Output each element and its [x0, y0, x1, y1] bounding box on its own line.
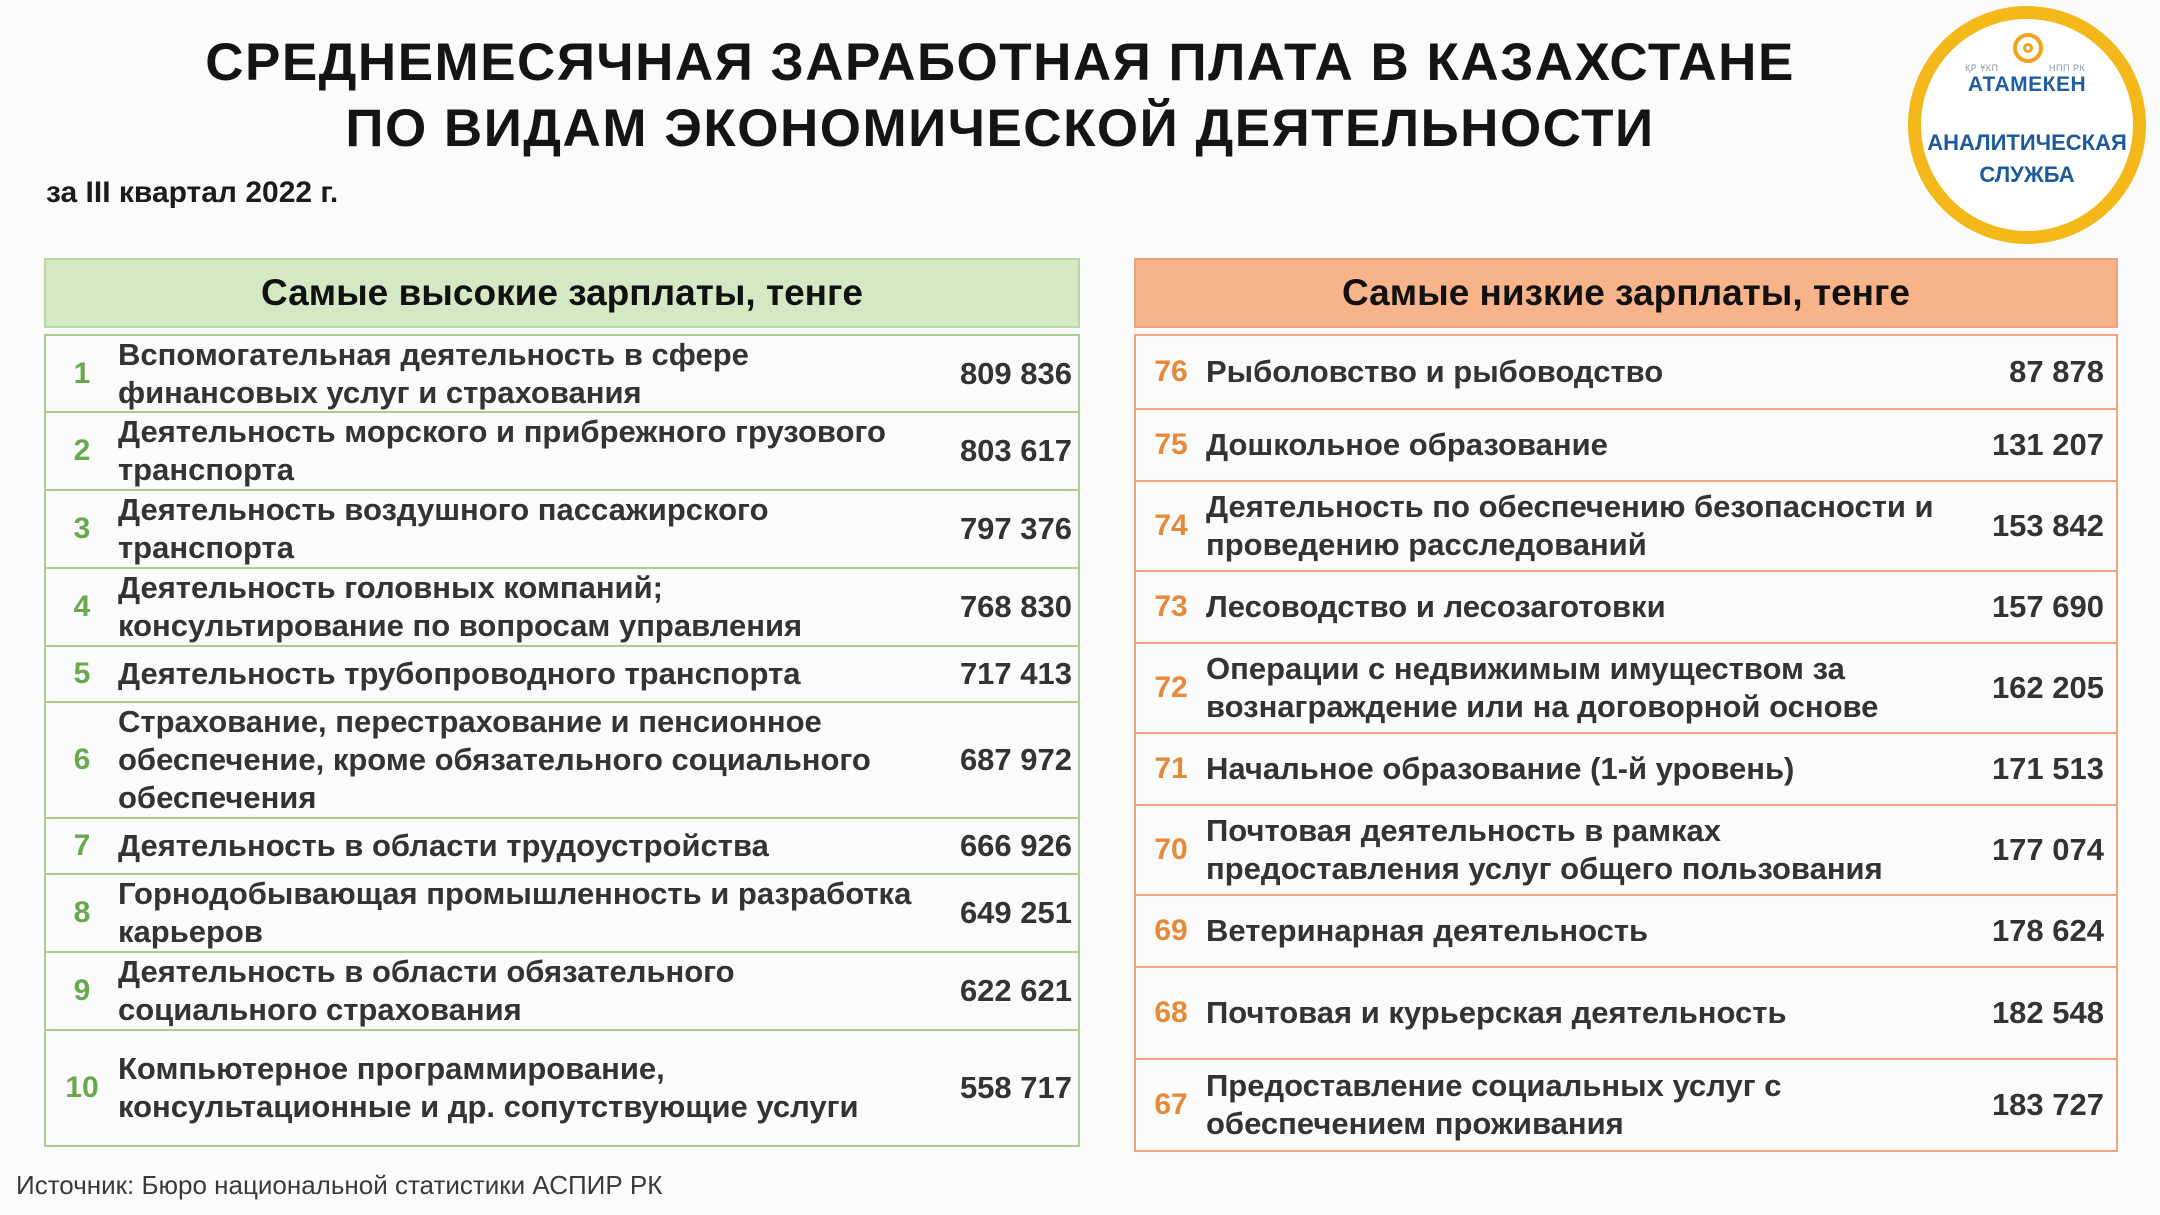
row-activity: Деятельность воздушного пассажирского транспорта — [118, 492, 769, 565]
row-salary: 131 207 — [1991, 427, 2104, 462]
highest-salaries-header: Самые высокие зарплаты, тенге — [44, 258, 1080, 328]
row-salary: 87 878 — [2009, 354, 2104, 389]
logo-name: АТАМЕКЕН — [1967, 73, 2087, 96]
row-activity: Вспомогательная деятельность в сфере финансовых услуг и страхования — [118, 336, 749, 410]
row-salary: 558 717 — [959, 1070, 1072, 1105]
atameken-logo — [1908, 6, 2146, 244]
row-rank: 10 — [65, 1071, 99, 1104]
table-row — [44, 491, 1080, 569]
row-rank: 72 — [1154, 671, 1188, 704]
table-row — [1134, 896, 2118, 968]
row-salary: 649 251 — [959, 895, 1072, 930]
table-row — [1134, 482, 2118, 572]
row-rank: 71 — [1154, 752, 1188, 785]
row-salary: 666 926 — [959, 828, 1072, 863]
table-row — [44, 819, 1080, 875]
row-salary: 687 972 — [959, 742, 1072, 777]
table-row — [44, 647, 1080, 703]
row-salary: 177 074 — [1991, 832, 2104, 867]
row-salary: 157 690 — [1991, 589, 2104, 624]
row-rank: 4 — [73, 590, 91, 623]
row-activity: Почтовая деятельность в рамках предоставления услуг общего пользования — [1206, 813, 1883, 886]
table-row — [44, 875, 1080, 953]
highest-salaries-table — [44, 258, 1080, 1147]
table-row — [44, 953, 1080, 1031]
table-row — [1134, 1060, 2118, 1152]
row-rank: 74 — [1154, 509, 1188, 542]
row-rank: 9 — [73, 974, 91, 1007]
row-salary: 622 621 — [959, 973, 1072, 1008]
row-rank: 69 — [1154, 914, 1188, 947]
table-row — [1134, 734, 2118, 806]
highest-salaries-body — [44, 334, 1080, 1147]
row-salary: 183 727 — [1991, 1087, 2104, 1122]
row-activity: Ветеринарная деятельность — [1206, 913, 1649, 948]
logo-small-right: НПП РК — [2049, 63, 2086, 73]
row-activity: Деятельность по обеспечению безопасности и проведению расследований — [1206, 489, 1934, 562]
row-activity: Дошкольное образование — [1206, 427, 1608, 462]
row-salary: 153 842 — [1991, 508, 2104, 543]
row-salary: 171 513 — [1991, 751, 2104, 786]
row-rank: 73 — [1154, 590, 1188, 623]
row-activity: Операции с недвижимым имуществом за вознаграждение или на договорной основе — [1206, 651, 1879, 724]
row-activity: Деятельность в области трудоустройства — [118, 828, 769, 863]
table-row — [44, 703, 1080, 819]
table-row — [1134, 336, 2118, 410]
row-activity: Предоставление социальных услуг с обеспечением проживания — [1206, 1068, 1782, 1141]
period-label: за III квартал 2022 г. — [46, 176, 339, 209]
lowest-salaries-table — [1134, 258, 2118, 1152]
table-row — [1134, 806, 2118, 896]
row-rank: 68 — [1154, 996, 1188, 1029]
row-salary: 162 205 — [1991, 670, 2104, 705]
logo-service-label: АНАЛИТИЧЕСКАЯ СЛУЖБА — [1927, 130, 2127, 187]
table-row — [1134, 644, 2118, 734]
row-activity: Деятельность головных компаний; консультирование по вопросам управления — [118, 570, 803, 643]
row-rank: 8 — [73, 896, 91, 929]
row-activity: Горнодобывающая промышленность и разработка карьеров — [118, 876, 912, 949]
table-row — [44, 1031, 1080, 1147]
row-activity: Лесоводство и лесозаготовки — [1206, 589, 1666, 624]
logo-small-left: ҚР ҰКП — [1965, 63, 1999, 73]
row-salary: 178 624 — [1991, 913, 2104, 948]
row-rank: 67 — [1154, 1088, 1188, 1121]
row-rank: 6 — [73, 743, 91, 776]
table-row — [1134, 572, 2118, 644]
row-salary: 768 830 — [959, 589, 1072, 624]
row-salary: 803 617 — [959, 433, 1072, 468]
row-activity: Начальное образование (1-й уровень) — [1206, 751, 1795, 786]
row-salary: 797 376 — [959, 511, 1072, 546]
table-row — [44, 336, 1080, 413]
row-salary: 809 836 — [959, 355, 1072, 391]
row-activity: Почтовая и курьерская деятельность — [1206, 995, 1787, 1030]
atameken-emblem-icon — [2013, 33, 2043, 63]
row-activity: Рыболовство и рыбоводство — [1206, 354, 1664, 389]
row-rank: 76 — [1154, 355, 1188, 388]
row-salary: 717 413 — [959, 656, 1072, 691]
row-salary: 182 548 — [1991, 995, 2104, 1030]
row-activity: Деятельность в области обязательного социального страхования — [118, 954, 735, 1027]
row-rank: 70 — [1154, 833, 1188, 866]
lowest-salaries-body — [1134, 334, 2118, 1152]
row-activity: Деятельность трубопроводного транспорта — [118, 656, 801, 691]
source-note: Источник: Бюро национальной статистики АСПИР РК — [16, 1170, 663, 1200]
row-rank: 2 — [73, 434, 91, 467]
table-row — [1134, 410, 2118, 482]
table-row — [44, 569, 1080, 647]
row-rank: 75 — [1154, 428, 1188, 461]
row-rank: 5 — [73, 657, 91, 690]
row-rank: 7 — [73, 829, 91, 862]
row-rank: 3 — [73, 512, 91, 545]
row-activity: Страхование, перестрахование и пенсионное обеспечение, кроме обязательного социального обеспечения — [118, 704, 871, 815]
page-title: СРЕДНЕМЕСЯЧНАЯ ЗАРАБОТНАЯ ПЛАТА В КАЗАХСТАНЕ ПО ВИДАМ ЭКОНОМИЧЕСКОЙ ДЕЯТЕЛЬНОСТИ — [205, 33, 1795, 158]
lowest-salaries-header: Самые низкие зарплаты, тенге — [1134, 258, 2118, 328]
row-activity: Компьютерное программирование, консультационные и др. сопутствующие услуги — [118, 1051, 859, 1124]
row-activity: Деятельность морского и прибрежного грузового транспорта — [118, 414, 886, 487]
row-rank: 1 — [73, 356, 91, 390]
table-row — [1134, 968, 2118, 1060]
table-row — [44, 413, 1080, 491]
